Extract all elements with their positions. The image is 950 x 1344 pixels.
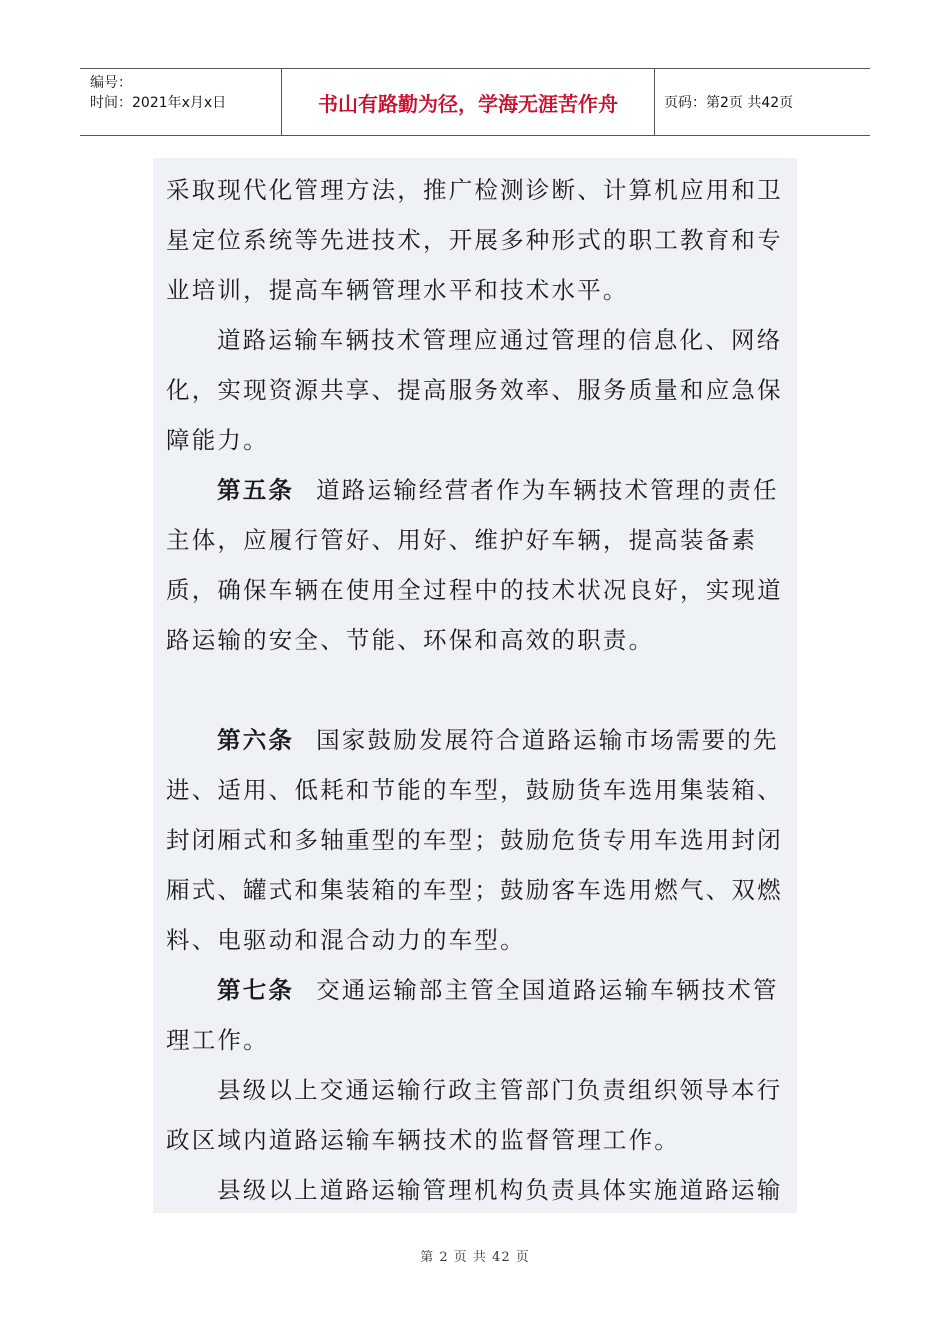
article-6-text: 国家鼓励发展符合道路运输市场需要的先进、适用、低耗和节能的车型，鼓励货车选用集装箱、封闭厢式和多轴重型的车型；鼓励危货专用车选用封闭厢式、罐式和集装箱的车型；鼓励客车选用燃气、双燃料、电驱动和混合动力的车型。 xyxy=(166,726,783,954)
paragraph-continuation: 采取现代化管理方法，推广检测诊断、计算机应用和卫星定位系统等先进技术，开展多种形式的职工教育和专业培训，提高车辆管理水平和技术水平。 xyxy=(166,176,783,304)
paragraph: 县级以上交通运输行政主管部门负责组织领导本行政区域内道路运输车辆技术的监督管理工作。 xyxy=(166,1076,783,1154)
article-7-text: 交通运输部主管全国道路运输车辆技术管理工作。 xyxy=(166,976,779,1054)
paragraph: 县级以上道路运输管理机构负责具体实施道路运输 xyxy=(217,1176,783,1204)
header-page-info: 页码：第2页 共42页 xyxy=(664,95,794,111)
article-7 xyxy=(166,965,787,1065)
document-body xyxy=(153,158,797,1213)
document-time-label: 时间：2021年x月x日 xyxy=(90,95,227,111)
article-7-title: 第七条 xyxy=(217,976,295,1004)
page-footer: 第 2 页 共 42 页 xyxy=(420,1250,530,1265)
article-5-text: 道路运输经营者作为车辆技术管理的责任主体，应履行管好、用好、维护好车辆，提高装备素质，确保车辆在使用全过程中的技术状况良好，实现道路运输的安全、节能、环保和高效的职责。 xyxy=(166,476,783,654)
blank-line xyxy=(166,665,787,715)
article-5-title: 第五条 xyxy=(217,476,295,504)
document-header xyxy=(80,68,870,136)
header-meta xyxy=(80,69,282,135)
article-5 xyxy=(166,465,787,665)
article-6 xyxy=(166,715,787,965)
header-motto: 书山有路勤为径，学海无涯苦作舟 xyxy=(282,69,655,135)
paragraph: 道路运输车辆技术管理应通过管理的信息化、网络化，实现资源共享、提高服务效率、服务质量和应急保障能力。 xyxy=(166,326,783,454)
article-6-title: 第六条 xyxy=(217,726,295,754)
document-number-label: 编号： xyxy=(90,75,132,91)
